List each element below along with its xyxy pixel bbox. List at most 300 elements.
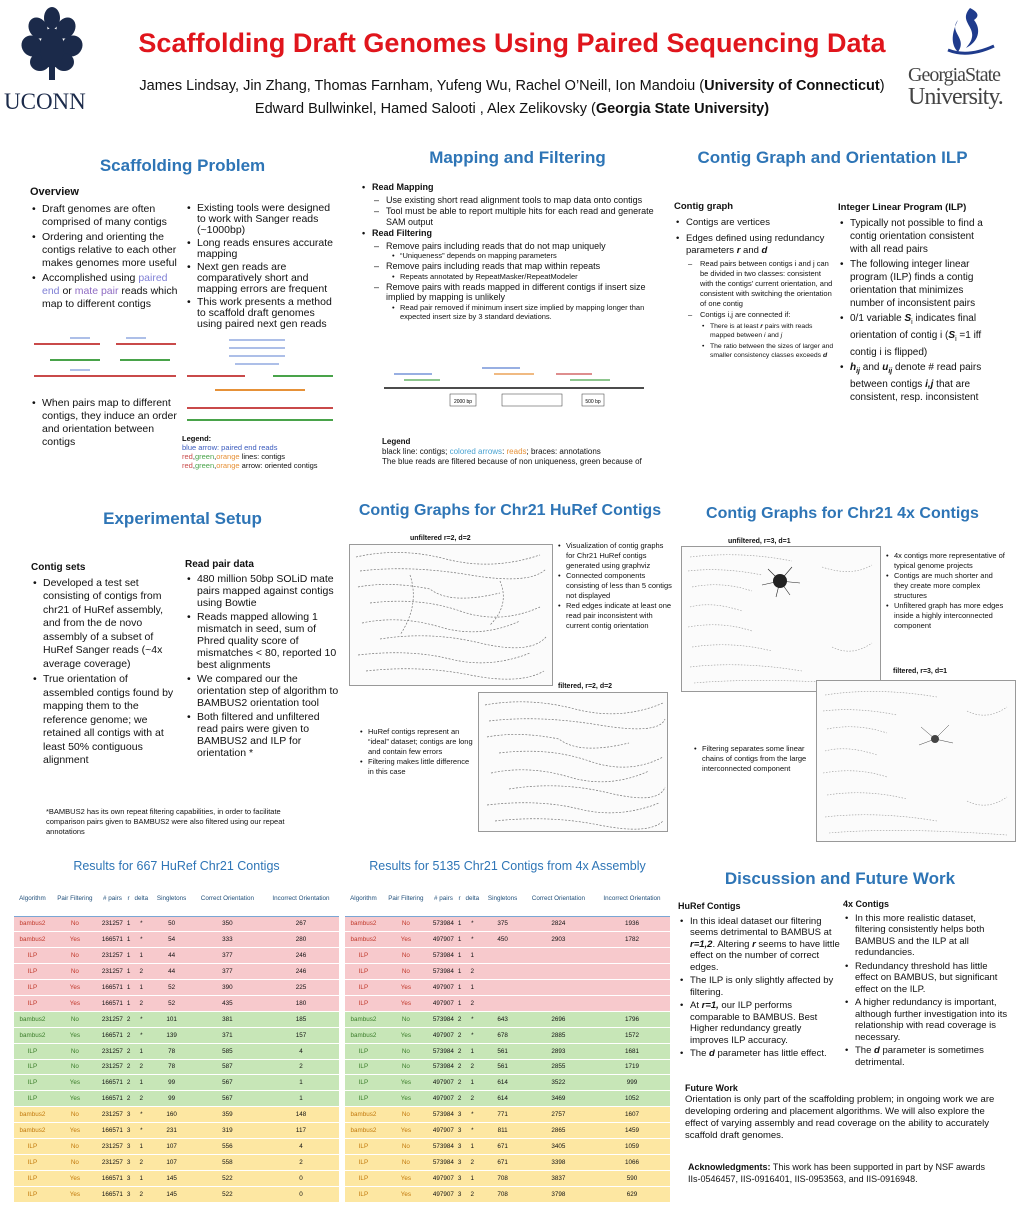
table-cell: 1 [126,995,131,1011]
table-row [345,1075,670,1091]
huref-caption-unfiltered: unfiltered r=2, d=2 [410,535,471,542]
table-cell [523,995,594,1011]
table-row [345,1170,670,1186]
table-cell: 2 [457,1059,462,1075]
column-header: Pair Filtering [382,882,430,916]
table-cell: 166571 [99,1075,126,1091]
table-cell: 1 [126,916,131,932]
experimental-heading: Experimental Setup [103,509,262,528]
fourx-graph-unfiltered [681,546,881,692]
table-cell: Yes [382,1027,430,1043]
table-cell: 54 [151,932,191,948]
table-cell: ILP [345,1075,382,1091]
list-item: • The d parameter has little effect. [678,1048,840,1060]
table-cell: 2 [462,1091,482,1107]
table-cell: 166571 [99,1186,126,1202]
list-item: • Existing tools were designed to work with Sanger reads (~1000bp) [185,203,335,236]
table-row [345,1138,670,1154]
table-cell: 587 [192,1059,263,1075]
table-cell: 1 [462,1170,482,1186]
table-cell: 231 [151,1123,191,1139]
table-cell: 1 [131,980,151,996]
table-cell: 231257 [99,1107,126,1123]
uconn-logo-text: UCONN [4,89,86,114]
table-cell: 671 [482,1138,522,1154]
table-cell: 166571 [99,1170,126,1186]
table-cell: 375 [482,916,522,932]
table2-title: Results for 5135 Chr21 Contigs from 4x Assembly [369,859,646,873]
table-row [345,916,670,932]
mapping-heading: Mapping and Filtering [429,148,606,167]
table-cell: 3 [457,1186,462,1202]
column-header: Algorithm [14,882,51,916]
acknowledgments: Acknowledgments: This work has been supported in part by NSF awards IIs-0546457, IIS-0916401, IIS-0953563, and IIS-0916948. [688,1162,985,1184]
table-cell: 1 [126,980,131,996]
list-item: • HuRef contigs represent an “ideal” dataset; contigs are long and contain few errors [358,727,476,757]
table-cell: 231257 [99,948,126,964]
table-row [14,1075,339,1091]
list-item: • The d parameter is sometimes detrimental. [843,1045,1008,1068]
list-item: • When pairs map to different contigs, they induce an order and orientation between contigs [30,397,180,449]
table-cell [482,995,522,1011]
list-item: – Read pairs between contigs i and j can be divided in two classes: consistent with the contigs’ current orientation, and consistent with switching the orientation of one contig [688,259,834,309]
table-cell: 107 [151,1154,191,1170]
table-row [345,1011,670,1027]
table-cell: 1 [457,932,462,948]
table-cell: 231257 [99,964,126,980]
table-row [14,1059,339,1075]
table-cell: ILP [345,1170,382,1186]
table-cell: 4 [263,1043,339,1059]
mapping-diagram [374,360,654,422]
table-cell: bambus2 [345,1107,382,1123]
table-cell: 1 [462,1043,482,1059]
read-mapping-title: • Read Mapping [360,182,665,193]
fourx-notes-1 [884,551,1008,631]
table-cell: 2 [131,1059,151,1075]
list-item: • Long reads ensures accurate mapping [185,238,335,260]
table-cell: 450 [482,932,522,948]
table-cell: ILP [345,1186,382,1202]
table-cell: 52 [151,980,191,996]
table-cell: 2 [457,1091,462,1107]
table-row [14,995,339,1011]
column-header: r [126,882,131,916]
column-header: Correct Orientation [523,882,594,916]
list-item: • Filtering makes little difference in this case [358,757,476,777]
table-cell: Yes [382,1123,430,1139]
table-cell: ILP [345,1138,382,1154]
discussion-heading: Discussion and Future Work [724,869,956,888]
table-cell: 1066 [594,1154,670,1170]
table-cell: 231257 [99,1043,126,1059]
table-row [14,1154,339,1170]
table-cell: No [382,916,430,932]
table-cell: 160 [151,1107,191,1123]
list-item: • Ordering and orienting the contigs relative to each other makes genomes more useful [30,231,180,270]
table-cell: Yes [51,1170,99,1186]
gsu-logo-line1: GeorgiaState [908,64,1001,86]
mapping-legend: Legend black line: contigs; colored arrows: reads; braces: annotations The blue reads are filtered because of non uniqueness, green because of [382,437,642,466]
list-item: – Remove pairs including reads that do not map uniquely • “Uniqueness” depends on mapping parameters [374,241,665,261]
table-cell: 558 [192,1154,263,1170]
list-item: • Connected components consisting of less than 5 contigs not displayed [556,571,672,601]
table-cell: 99 [151,1075,191,1091]
table-cell: 573984 [430,1043,457,1059]
column-header: Pair Filtering [51,882,99,916]
table-cell: 231257 [99,1011,126,1027]
table-cell: 390 [192,980,263,996]
table-cell: 117 [263,1123,339,1139]
table-cell: 166571 [99,1091,126,1107]
discussion-4x: 4x Contigs • In this more realistic dataset, filtering consistently helps both BAMBUS and the ILP at all redundancies. • Redundancy threshold has little effect on BAMBUS, but significant effect on the ILP. • A higher redundancy is important, although further investigation into its relationship with read coverage is necessary. • The d parameter is sometimes detrimental. [843,899,1008,1070]
table-cell: 350 [192,916,263,932]
table-cell: Yes [51,1027,99,1043]
table-row [345,1027,670,1043]
table-cell: 3 [457,1123,462,1139]
table-cell: 3 [457,1138,462,1154]
table-cell: 377 [192,964,263,980]
table-cell: 166571 [99,932,126,948]
table-cell: * [462,1027,482,1043]
table-cell: Yes [51,1186,99,1202]
authors-line-2: Edward Bullwinkel, Hamed Salooti , Alex Zelikovsky (Georgia State University) [254,101,770,117]
table-cell: 246 [263,948,339,964]
table-cell: 231257 [99,1059,126,1075]
table-cell: 497907 [430,1123,457,1139]
table-cell: 2 [131,1091,151,1107]
table-cell: Yes [382,1170,430,1186]
table-cell: 629 [594,1186,670,1202]
list-item: • We compared our the orientation step of algorithm to BAMBUS2 orientation tool [185,673,340,709]
list-item: – Contigs i,j are connected if: • There is at least r pairs with reads mapped between i and j • The ratio between the sizes of larger and smaller consistency classes exceeds d [688,310,834,360]
table-cell: 0 [263,1186,339,1202]
table-cell: 2 [126,1075,131,1091]
table-cell: Yes [51,1123,99,1139]
table-cell: 999 [594,1075,670,1091]
table-cell: bambus2 [14,932,51,948]
table-cell: 166571 [99,1027,126,1043]
mapping-fig-label-right: 500 bp [585,399,601,405]
table-row [14,1043,339,1059]
table-cell: 377 [192,948,263,964]
list-item: • Accomplished using paired end or mate pair reads which map to different contigs [30,272,180,311]
table-cell: Yes [382,995,430,1011]
table-cell: 3 [126,1154,131,1170]
table-cell: No [51,1011,99,1027]
table-cell: 2 [126,1043,131,1059]
table-cell [482,964,522,980]
table-cell: bambus2 [14,1027,51,1043]
table-cell: ILP [14,1075,51,1091]
fourx-graph-filtered [816,680,1016,842]
list-item: • $h_{ij}$ and $u_{ij}$ denote # read pairs between contigs i,j that are consistent, resp. inconsistent [838,361,990,404]
list-item: • 4x contigs more representative of typical genome projects [884,551,1008,571]
table-cell: 497907 [430,995,457,1011]
table-cell: * [131,1123,151,1139]
huref-notes-1 [556,541,672,631]
table-cell: No [382,1107,430,1123]
table-cell: ILP [14,1059,51,1075]
experimental-footnote: *BAMBUS2 has its own repeat filtering capabilities, in order to facilitate comparison pairs given to BAMBUS2 were also filtered using our repeat annotations [46,807,285,836]
list-item: • 480 million 50bp SOLiD mate pairs mapped against contigs using Bowtie [185,573,340,609]
table-cell: 1796 [594,1011,670,1027]
table-cell: bambus2 [14,916,51,932]
list-item: • This work presents a method to scaffold draft genomes using paired next gen reads [185,297,335,330]
table-cell: 567 [192,1091,263,1107]
list-item: • Visualization of contig graphs for Chr21 HuRef contigs generated using graphviz [556,541,672,571]
table-cell: * [462,1123,482,1139]
table-cell: bambus2 [345,1123,382,1139]
table-cell: 1607 [594,1107,670,1123]
column-header: # pairs [430,882,457,916]
table-row [14,1186,339,1202]
table-cell [594,948,670,964]
table-cell: ILP [14,1154,51,1170]
table-cell: Yes [382,932,430,948]
table-cell: 643 [482,1011,522,1027]
table-cell: 166571 [99,995,126,1011]
table-cell: 497907 [430,980,457,996]
fourx-notes-2 [692,744,810,774]
table-cell: ILP [14,1043,51,1059]
list-item: • Draft genomes are often comprised of many contigs [30,203,180,229]
table-cell: ILP [345,995,382,1011]
overview-list [30,203,180,313]
list-item: • Unfiltered graph has more edges inside a highly interconnected component [884,601,1008,631]
table-row [345,1059,670,1075]
table-row [14,916,339,932]
table-cell: 1459 [594,1123,670,1139]
table-cell: 139 [151,1027,191,1043]
table-cell: 1 [462,1075,482,1091]
mapping-content [360,182,665,322]
table-cell: 497907 [430,1027,457,1043]
table-cell: 435 [192,995,263,1011]
list-item: • At r=1, our ILP performs comparable to BAMBUS. Best Higher redundancy greatly improves ILP accuracy. [678,1000,840,1046]
table-row [345,1186,670,1202]
table-cell: 44 [151,964,191,980]
table-cell: No [51,1059,99,1075]
fourx-caption-unfiltered: unfiltered, r=3, d=1 [728,538,791,545]
list-item: • True orientation of assembled contigs found by mapping them to the reference genome; we retained all contigs with at least 50% contiguous alignment [31,673,181,768]
table-cell: 2 [131,995,151,1011]
list-item: • 0/1 variable $S_i$ indicates final orientation of contig i ($S_i =1$ iff contig i is flipped) [838,312,990,359]
table-cell: * [131,1011,151,1027]
table-cell: 280 [263,932,339,948]
table-cell: 145 [151,1186,191,1202]
table-cell: 267 [263,916,339,932]
table-cell: 2 [457,1043,462,1059]
poster-title: Scaffolding Draft Genomes Using Paired Sequencing Data [138,28,886,58]
table-cell: bambus2 [14,1107,51,1123]
table-cell: 180 [263,995,339,1011]
table-cell: 1 [462,1138,482,1154]
table-cell: 3 [457,1154,462,1170]
table-cell: 2824 [523,916,594,932]
table-cell: 2 [462,1186,482,1202]
table-cell: Yes [51,1075,99,1091]
table-cell: Yes [51,980,99,996]
table-cell: No [51,1107,99,1123]
table-cell: 497907 [430,1186,457,1202]
authors-line-1: James Lindsay, Jin Zhang, Thomas Farnham, Yufeng Wu, Rachel O’Neill, Ion Mandoiu (University of Connecticut) [139,78,885,94]
table-cell: bambus2 [14,1011,51,1027]
table-cell: 246 [263,964,339,980]
scaffolding-diagram-left [30,330,180,390]
table-cell: 1936 [594,916,670,932]
table-cell: ILP [345,964,382,980]
table-cell: 3 [457,1170,462,1186]
table-cell: ILP [345,948,382,964]
list-item: • Contigs are vertices [674,217,834,229]
table-cell: 1 [131,1075,151,1091]
scaffolding-heading: Scaffolding Problem [99,156,266,175]
table-cell: ILP [14,1170,51,1186]
table-cell: 166571 [99,1123,126,1139]
table-cell: 3798 [523,1186,594,1202]
list-item: – Tool must be able to report multiple hits for each read and generate SAM output [374,206,665,227]
list-item: • Edges defined using redundancy parameters r and d [674,233,834,257]
gsu-logo [908,6,1020,110]
table-cell: 3 [457,1107,462,1123]
table-cell: Yes [51,995,99,1011]
table-cell: 3398 [523,1154,594,1170]
table-row [14,1091,339,1107]
huref-graph-filtered [478,692,668,832]
table-cell: 333 [192,932,263,948]
table-cell: 2 [126,1059,131,1075]
table-cell: 2 [462,1154,482,1170]
table-row [345,1091,670,1107]
scaffolding-diagram-right [185,336,335,428]
column-header: Algorithm [345,882,382,916]
ilp-heading: Contig Graph and Orientation ILP [697,148,968,167]
table-cell: 671 [482,1154,522,1170]
table-cell: 811 [482,1123,522,1139]
table-cell: 561 [482,1059,522,1075]
table-row [345,995,670,1011]
table-cell: 225 [263,980,339,996]
table-cell: ILP [345,980,382,996]
list-item: – Remove pairs including reads that map within repeats • Repeats annotated by RepeatMasker/RepeatModeler [374,261,665,281]
table-row [14,1138,339,1154]
huref-notes-2 [358,727,476,777]
table-cell: 614 [482,1075,522,1091]
column-header: Incorrect Orientation [263,882,339,916]
table-cell: 99 [151,1091,191,1107]
table-row [14,1123,339,1139]
future-work: Future Work Orientation is only part of the scaffolding problem; in ongoing work we are developing ordering and placement algorithms. We will also explore the effect of varying assembly and read coverage on the ability to accurately scaffold draft genomes. [685,1083,995,1141]
discussion-huref: HuRef Contigs • In this ideal dataset our filtering seems detrimental to BAMBUS at r=1,2. Altering r seems to have little effect on the number of correct edges. • The ILP is only slightly affected by filtering. • At r=1, our ILP performs comparable to BAMBUS. Best Higher redundancy greatly improves ILP accuracy. • The d parameter has little effect. [678,901,840,1062]
table-cell: 1782 [594,932,670,948]
table-cell: * [462,916,482,932]
table-cell: 1 [462,980,482,996]
table-cell: No [382,1154,430,1170]
table-cell: 148 [263,1107,339,1123]
list-item: • Typically not possible to find a contig orientation consistent with all read pairs [838,217,990,256]
table-cell: 573984 [430,1138,457,1154]
list-item: • Contigs are much shorter and they create more complex structures [884,571,1008,601]
table-cell: No [51,948,99,964]
table-cell: 0 [263,1170,339,1186]
contig-graph-section: Contig graph • Contigs are vertices • Edges defined using redundancy parameters r and d – Read pairs between contigs i and j can be divided in two classes: consistent with the contigs’ current orientation, and consistent with switching the orientation of one contig – Contigs i,j are connected if: • There is at least r pairs with reads mapped between i and j • The ratio between the sizes of larger and smaller consistency classes exceeds d [674,201,834,361]
table-cell: * [462,1107,482,1123]
table-cell: 573984 [430,948,457,964]
table-cell: 166571 [99,980,126,996]
table-cell: 2 [263,1059,339,1075]
table-cell: 573984 [430,1154,457,1170]
table-cell: No [382,1059,430,1075]
table-cell [523,948,594,964]
list-item: • A higher redundancy is important, although further investigation into its relationship with read coverage is necessary. [843,997,1008,1043]
table-cell: 1059 [594,1138,670,1154]
table-cell: 2 [462,964,482,980]
table-cell: 3837 [523,1170,594,1186]
table-row [14,980,339,996]
table-cell: 2 [263,1154,339,1170]
table-cell: 2 [457,1075,462,1091]
table-cell: 561 [482,1043,522,1059]
table-row [345,1123,670,1139]
list-item: • Reads mapped allowing 1 mismatch in seed, sum of Phred quality score of mismatches < 80, reported 10 best alignments [185,611,340,671]
table-row [345,948,670,964]
table-cell: 708 [482,1170,522,1186]
table-cell: * [131,1027,151,1043]
table-cell: bambus2 [345,1011,382,1027]
table-cell: 771 [482,1107,522,1123]
table-cell: 2893 [523,1043,594,1059]
table-cell: 78 [151,1059,191,1075]
table-cell: No [382,1138,430,1154]
table-cell: 2 [131,964,151,980]
table-cell: 381 [192,1011,263,1027]
list-item: • The following integer linear program (ILP) finds a contig orientation that minimizes number of inconsistent pairs [838,258,990,310]
table-cell: 590 [594,1170,670,1186]
ilp-section: Integer Linear Program (ILP) • Typically not possible to find a contig orientation consistent with all read pairs • The following integer linear program (ILP) finds a contig orientation that minimizes number of inconsistent pairs • 0/1 variable $S_i$ indicates final orientation of contig i ($S_i =1$ iff contig i is flipped) • $h_{ij}$ and $u_{ij}$ denote # read pairs between contigs i,j that are consistent, resp. inconsistent [838,201,990,406]
table-cell: No [51,1138,99,1154]
table-cell: 1 [457,916,462,932]
table-cell: 2 [126,1027,131,1043]
table-cell: bambus2 [14,1123,51,1139]
table-cell: 319 [192,1123,263,1139]
list-item: • Both filtered and unfiltered read pairs were given to BAMBUS2 and ILP for orientation * [185,711,340,759]
table-cell: 101 [151,1011,191,1027]
table-cell: 1 [131,1170,151,1186]
list-item: • Next gen reads are comparatively short and mapping errors are frequent [185,262,335,295]
column-header: Singletons [151,882,191,916]
list-item: • The ILP is only slightly affected by filtering. [678,975,840,998]
table-cell: 1 [462,948,482,964]
table-row [345,980,670,996]
table-cell: 2855 [523,1059,594,1075]
column-header: Singletons [482,882,522,916]
table-cell: 231257 [99,916,126,932]
table-cell: 4 [263,1138,339,1154]
table-cell: No [51,1154,99,1170]
table-cell: 573984 [430,916,457,932]
table-cell: 3 [126,1170,131,1186]
table-cell: 2757 [523,1107,594,1123]
table-cell: 614 [482,1091,522,1107]
table-cell: 522 [192,1186,263,1202]
list-item: • Red edges indicate at least one read pair inconsistent with current contig orientation [556,601,672,631]
table-cell: 708 [482,1186,522,1202]
table-cell: * [462,932,482,948]
table-cell: 50 [151,916,191,932]
table-cell: 52 [151,995,191,1011]
table-cell: 2865 [523,1123,594,1139]
